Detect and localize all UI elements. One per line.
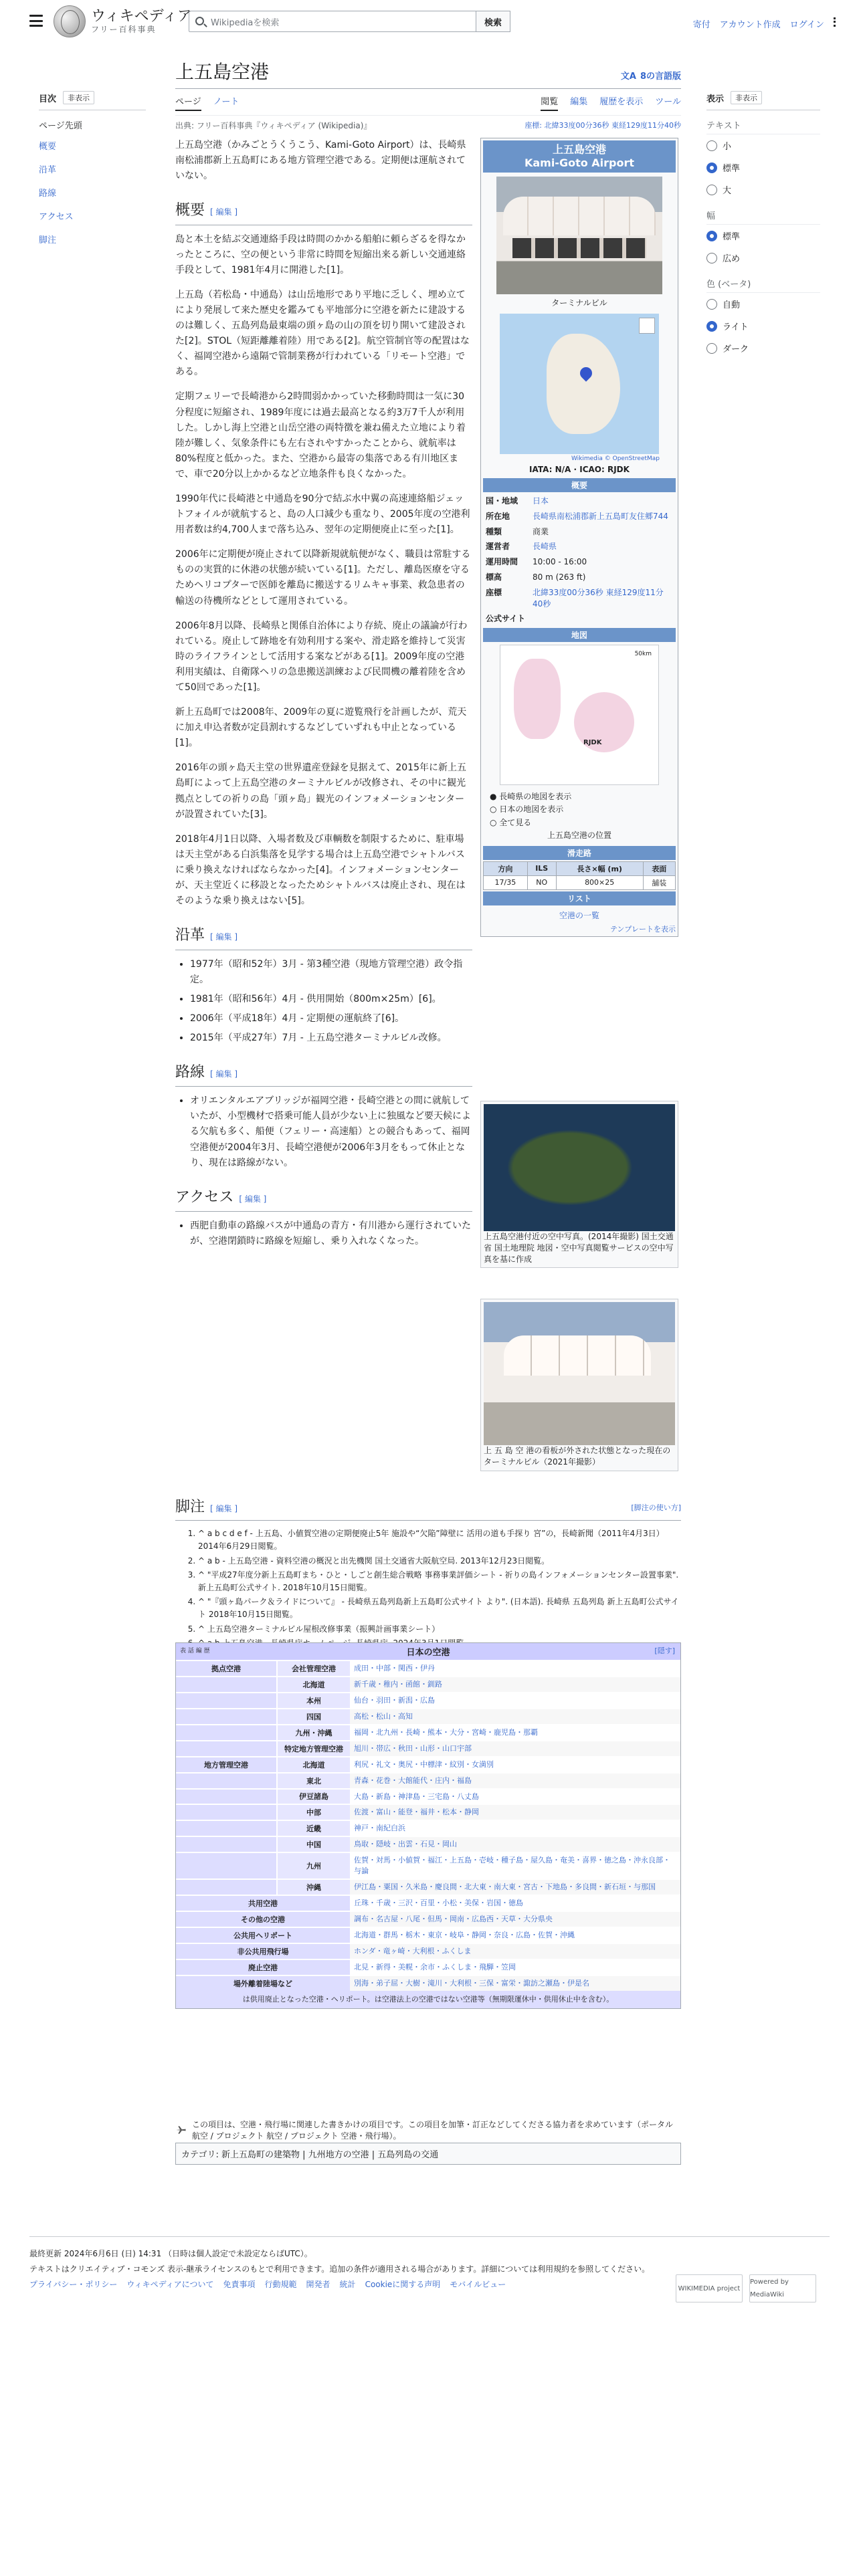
tab-history[interactable]: 履歴を表示: [599, 97, 644, 107]
references-section: [175, 1495, 681, 1651]
paragraph: 1990年代に長崎港と中通島を90分で結ぶ水中翼の高速連絡船ジェットフォイルが就航すると、島の人口減少も重なり、2005年度の空港利用者数は約4,700人まで落ち込み、翌年の定期便廃止に至った[1]。: [175, 493, 470, 536]
navbox-group: [176, 1676, 276, 1692]
navbox-hide-button[interactable]: [隠す]: [654, 1646, 675, 1655]
navbox-group: [176, 1708, 276, 1724]
radio-map-prefecture[interactable]: ● 長崎県の地図を表示: [490, 792, 572, 802]
footer-link[interactable]: 行動規範: [264, 2279, 297, 2289]
toc-item-access[interactable]: アクセス: [39, 212, 74, 222]
globe-icon: [54, 5, 86, 37]
paragraph: 2018年4月1日以降、入場者数及び車輌数を制限するために、駐車場は天主堂がある白浜集落を見学する場合は上五島空港でシャトルバスに乗り換えなければならなかった[4]。インフォメーションセンターが、天主堂近くに移設となったためシャトルバスは廃止され、現在はそのような乗り換えはない[5]。: [175, 833, 466, 907]
intro-paragraph: 上五島空港（かみごとうくうこう、Kami-Goto Airport）は、長崎県南松浦郡新上五島町にある地方管理空港である。定期便は運航されていない。: [175, 140, 466, 182]
search-form: [189, 11, 510, 32]
region-map[interactable]: [500, 645, 659, 785]
create-account-link[interactable]: アカウント作成: [719, 20, 781, 30]
tab-edit[interactable]: 編集: [570, 97, 588, 107]
wikimedia-badge[interactable]: WIKIMEDIA project: [676, 2274, 743, 2302]
radio-text-standard[interactable]: 標準: [706, 156, 820, 179]
translate-icon: 文A: [620, 72, 636, 82]
edit-link[interactable]: [ 編集 ]: [210, 932, 238, 942]
navbox-grid: [176, 1660, 680, 1991]
radio-map-japan[interactable]: ○ 日本の地図を表示: [490, 804, 564, 815]
navbox-group: [176, 1852, 276, 1879]
appearance-title: 表示: [706, 94, 725, 104]
source-line: 出典: フリー百科事典『ウィキペディア (Wikipedia)』: [175, 121, 372, 130]
radio-color-light[interactable]: ライト: [706, 315, 820, 337]
terminal-photo-2[interactable]: [484, 1302, 675, 1445]
wordmark: ウィキペディア: [91, 8, 192, 25]
search-input[interactable]: [189, 11, 476, 32]
radio-color-auto[interactable]: 自動: [706, 293, 820, 315]
aerial-photo[interactable]: [484, 1104, 675, 1231]
photo-caption: ターミナルビル: [551, 298, 607, 308]
last-updated: 最終更新 2024年6月6日 (日) 14:31 （日時は個人設定で未設定ならばUTC）。: [29, 2249, 312, 2258]
navbox-footer: は供用廃止となった空港・ヘリポート。は空港法上の空港ではない空港等（無期限運休中・供用休止中を含む）。: [176, 1991, 680, 2009]
navbox-subgroup: 近畿: [276, 1820, 350, 1836]
list-item: • 1977年（昭和52年）3月 - 第3種空港（現地方管理空港）政令指定。: [190, 957, 472, 988]
navbox-title: 表 話 編 歴 日本の空港 [隠す]: [176, 1643, 680, 1660]
navbox-list[interactable]: 高松・松山・高知: [350, 1708, 680, 1724]
infobox-title: 上五島空港 Kami-Goto Airport: [483, 140, 676, 173]
navbox-list[interactable]: 鳥取・隠岐・出雲・石見・岡山: [350, 1836, 680, 1852]
navbox-group: [176, 1772, 276, 1788]
paragraph: 定期フェリーで長崎港から2時間弱かかっていた移動時間は一気に30分程度に短縮され、1989年度には過去最高となる約3万7千人が利用した。しかし海上空港と山岳空港の両特徴を兼ね備えた立地により着陸が難しく、気象条件にも左右されやすかったことから、就航率は80%程度と低かった。また、空港から最寄の集落である有川地区まで、車で20分以上かかるなど立地条件も良くなかった。: [175, 391, 466, 479]
list-item: • 2006年（平成18年）4月 - 定期便の運航終了[6]。: [190, 1011, 472, 1027]
navbox-list[interactable]: 佐賀・対馬・小値賀・福江・上五島・壱岐・種子島・屋久島・奄美・喜界・徳之島・沖永良部・与論: [350, 1852, 680, 1879]
page-footer: [29, 2236, 830, 2298]
airport-list-link[interactable]: 空港の一覧: [559, 910, 599, 920]
terminal-photo-thumb: [480, 1299, 678, 1471]
tab-page[interactable]: ページ: [175, 94, 201, 111]
toc-item-routes[interactable]: 路線: [39, 189, 57, 199]
appearance-hide-button[interactable]: 非表示: [731, 91, 762, 104]
infobox-section-map: 地図: [483, 628, 676, 642]
navbox-list[interactable]: 神戸・南紀白浜: [350, 1820, 680, 1836]
airplane-icon: [175, 2123, 187, 2137]
reference-item: 1. ^ a b c d e f - 上五島、小値賀空港の定期便廃止5年 施設や“欠陥”障壁に 活用の道も手探り 宮”の，長崎新聞（2011年4月3日）2014年6月29日閲覧。: [198, 1527, 681, 1553]
user-links: [693, 17, 836, 30]
refs-usage-link[interactable]: [脚注の使い方]: [631, 1503, 681, 1512]
search-icon: [195, 17, 204, 25]
navbox-list[interactable]: 福岡・北九州・長崎・熊本・大分・宮崎・鹿児島・那覇: [350, 1724, 680, 1740]
infobox-row: 公式サイト: [486, 614, 526, 624]
radio-width-standard[interactable]: 標準: [706, 225, 820, 247]
category-links[interactable]: カテゴリ: 新上五島町の建築物 | 九州地方の空港 | 五島列島の交通: [175, 2143, 681, 2165]
navbox-group: 廃止空港: [176, 1959, 350, 1975]
navbox-list[interactable]: 北海道・群馬・栃木・東京・岐阜・静岡・奈良・広島・佐賀・沖縄: [350, 1927, 680, 1943]
tagline: フリー百科事典: [91, 24, 157, 34]
infobox-row: 運用時間 10:00 - 16:00: [486, 557, 587, 567]
list-item: • 2015年（平成27年）7月 - 上五島空港ターミナルビル改修。: [190, 1031, 472, 1046]
toc-hide-button[interactable]: 非表示: [63, 91, 94, 104]
mediawiki-badge[interactable]: Powered by MediaWiki: [749, 2274, 816, 2302]
navbox-list[interactable]: 伊江島・粟国・久米島・慶良間・北大東・南大東・宮古・下地島・多良間・新石垣・与那国: [350, 1879, 680, 1895]
navbox-list[interactable]: 調布・名古屋・八尾・但馬・岡南・広島西・天草・大分県央: [350, 1911, 680, 1927]
footer-link[interactable]: 開発者: [306, 2279, 330, 2289]
search-button[interactable]: 検索: [476, 11, 510, 32]
infobox-section-list: リスト: [483, 891, 676, 905]
edit-link[interactable]: [ 編集 ]: [210, 207, 238, 217]
reference-item: 3. ^ "平成27年度分新上五島町まち・ひと・しごと創生総合戦略 事務事業評価シート - 祈りの島インフォメーションセンター設置事業". 新上五島町公式サイト. 2018年10月15日閲覧。: [198, 1569, 681, 1594]
infobox-row: 種類 商業: [486, 526, 549, 536]
terminal-caption: 上 五 島 空 港の看板が外された状態となった現在のターミナルビル（2021年撮影）: [484, 1446, 671, 1467]
navbox-vde-links[interactable]: 表 話 編 歴: [180, 1648, 210, 1654]
map-attribution[interactable]: Wikimedia © OpenStreetMap: [571, 455, 660, 462]
reference-item: 2. ^ a b - 上五島空港 - 資料空港の概況と出先機関 国土交通省大阪航空局. 2013年12月23日閲覧。: [198, 1555, 681, 1568]
footer-link[interactable]: 免責事項: [223, 2279, 256, 2289]
reference-item: 4. ^ "『頭ヶ島パーク＆ライドについて』 - 長崎県五島列島新上五島町公式サイト より". (日本語). 長崎県 五島列島 新上五島町公式サイト 2018年10月15日閲覧。: [198, 1596, 681, 1621]
navbox-list[interactable]: 利尻・礼文・奥尻・中標津・紋別・女満別: [350, 1756, 680, 1772]
stub-notice: この項目は、空港・飛行場に関連した書きかけの項目です。この項目を加筆・訂正などしてくださる協力者を求めています（ポータル 航空 / プロジェクト 航空 / プロジェクト 空港・飛行場）。: [175, 2119, 681, 2141]
toc-item-top[interactable]: ページ先頭: [39, 121, 82, 131]
wikipedia-logo[interactable]: [54, 5, 192, 37]
login-link[interactable]: ログイン: [789, 20, 824, 30]
aerial-caption: 上五島空港付近の空中写真。(2014年撮影) 国土交通省 国土地理院 地図・空中写真閲覧サービスの空中写真を基に作成: [484, 1232, 674, 1264]
heading-history: 沿革 [ 編集 ]: [175, 924, 472, 950]
list-item: • 1981年（昭和56年）4月 - 供用開始（800m×25m）[6]。: [190, 992, 472, 1007]
navbox-subgroup: 会社管理空港: [276, 1660, 350, 1676]
navbox-group: [176, 1724, 276, 1740]
heading-refs: 脚注 [ 編集 ] [脚注の使い方]: [175, 1495, 681, 1521]
radio-map-all[interactable]: ○ 全て見る: [490, 817, 532, 827]
paragraph: 上五島（若松島・中通島）は山岳地形であり平地に乏しく、埋め立てにより発展して来た歴史を鑑みても平地部分に空港を新たに建設するのは難しく、五島列島最東端の頭ヶ島の山の頂を切り開いて建設された[2]。STOL（短距離離着陸）用である[2]。航空管制官等の配置はなく、福岡空港から遠隔で管制業務が行われている「リモート空港」である。: [175, 289, 470, 378]
table-of-contents: [39, 91, 146, 251]
heading-routes: 路線 [ 編集 ]: [175, 1061, 472, 1087]
map-switch: [483, 788, 676, 845]
radio-text-small[interactable]: 小: [706, 134, 820, 156]
navbox-subgroup: 北海道: [276, 1676, 350, 1692]
radio-color-dark[interactable]: ダーク: [706, 337, 820, 359]
tab-talk[interactable]: ノート: [213, 97, 240, 107]
infobox-section-runway: 滑走路: [483, 846, 676, 860]
navbox-group: 地方管理空港: [176, 1756, 276, 1772]
infobox: [480, 138, 678, 937]
toc-item-refs[interactable]: 脚注: [39, 235, 57, 245]
infobox-row: 運営者 長崎県: [486, 542, 557, 552]
navbox-list[interactable]: 成田・中部・関西・伊丹: [350, 1660, 680, 1676]
navbox-subgroup: 四国: [276, 1708, 350, 1724]
navbox-list[interactable]: ホンダ・竜ヶ崎・大利根・ふくしま: [350, 1943, 680, 1959]
list-item: • オリエンタルエアブリッジが福岡空港・長崎空港との間に就航していたが、小型機材で搭乗可能人員が少ない上に独風など要天候による欠航も多く、船便（フェリー・高速船）との競合もあって、福岡空港便が2004年3月、長崎空港便が2006年3月をもって休止となり、現在は路線がない。: [190, 1093, 472, 1170]
navbox-subgroup: 沖縄: [276, 1879, 350, 1895]
edit-link[interactable]: [ 編集 ]: [210, 1069, 238, 1079]
navbox-group: その他の空港: [176, 1911, 350, 1927]
paragraph: 2006年8月以降、長崎県と関係自治体により存続、廃止の議論が行われている。廃止して跡地を有効利用する案や、滑走路を維持して災害時のライフラインとして活用する案などがある[1]。2009年度の空港利用実績は、自衛隊ヘリの急患搬送訓練および民間機の離着陸を含めて50回であった[1]。: [175, 620, 468, 693]
license-text: テキストはクリエイティブ・コモンズ 表示-継承ライセンスのもとで利用できます。追加の条件が適用される場合があります。詳細については利用規約を参照してください。: [29, 2264, 650, 2274]
template-link[interactable]: テンプレートを表示: [609, 924, 676, 934]
navbox-group: 場外離着陸場など: [176, 1975, 350, 1991]
paragraph: 島と本土を結ぶ交通連絡手段は時間のかかる船舶に頼らざるを得なかったところに、空の便という非常に時間を短縮出来る新しい交通連絡手段として、1981年4月に開港した[1]。: [175, 233, 466, 276]
navbox-subgroup: 伊豆諸島: [276, 1788, 350, 1804]
list-item: • 西肥自動車の路線バスが中通島の青方・有川港から運行されていたが、空港閉鎖時に路線を短縮し、乗り入れなくなった。: [190, 1218, 472, 1249]
navbox-list[interactable]: 青森・花巻・大館能代・庄内・福島: [350, 1772, 680, 1788]
footer-link[interactable]: 統計: [339, 2279, 356, 2289]
radio-width-wide[interactable]: 広め: [706, 247, 820, 269]
navbox-subgroup: 本州: [276, 1692, 350, 1708]
paragraph: 2006年に定期便が廃止されて以降新規就航便がなく、職員は常駐するものの実質的に休港の状態が続いている[1]。ただし、離島医療を守るためヘリコプターで医師を離島に搬送するリムキャ事業、救急患者の輸送の待機所などとして運用されている。: [175, 549, 471, 607]
paragraph: 新上五島町では2008年、2009年の夏に遊覧飛行を計画したが、荒天に加え申込者数が定員割れするなどしていずれも中止となっている[1]。: [175, 707, 467, 749]
footer-link[interactable]: プライバシー・ポリシー: [29, 2279, 118, 2289]
navbox-group: [176, 1692, 276, 1708]
navbox-list[interactable]: 仙台・羽田・新潟・広島: [350, 1692, 680, 1708]
navbox-list[interactable]: 別海・弟子屈・大樹・滝川・大利根・三保・富栄・諏訪之瀬島・伊是名: [350, 1975, 680, 1991]
edit-link[interactable]: [ 編集 ]: [210, 1504, 238, 1513]
navbox-japan-airports: [175, 1642, 681, 2009]
toc-title: 目次: [39, 94, 57, 104]
search-placeholder: Wikipediaを検索: [211, 17, 280, 28]
infobox-row: 標高 80 m (263 ft): [486, 572, 586, 582]
article-body: [175, 138, 472, 1249]
navbox-group: [176, 1740, 276, 1756]
location-map[interactable]: [500, 314, 659, 454]
airport-codes: IATA: N/A · ICAO: RJDK: [529, 465, 630, 474]
heading-access: アクセス [ 編集 ]: [175, 1186, 472, 1212]
navbox-group: [176, 1804, 276, 1820]
aerial-photo-thumb: [480, 1101, 678, 1268]
navbox-group: 共用空港: [176, 1895, 350, 1911]
paragraph: 2016年の頭ヶ島天主堂の世界遺産登録を見据えて、2015年に新上五島町によって上五島空港のターミナルビルが改修され、その中に観光拠点としての祈りの島「頭ヶ島」観光のインフォメーションセンターが設置されていた[3]。: [175, 762, 466, 820]
infobox-row: 所在地 長崎県南松浦郡新上五島町友住郷744: [486, 511, 668, 521]
heading-overview: 概要 [ 編集 ]: [175, 199, 472, 225]
donate-link[interactable]: 寄付: [692, 20, 710, 30]
toc-item-overview[interactable]: 概要: [39, 142, 57, 152]
navbox-list[interactable]: 丘珠・千歳・三沢・百里・小松・美保・岩国・徳島: [350, 1895, 680, 1911]
navbox-list[interactable]: 旭川・帯広・秋田・山形・山口宇部: [350, 1740, 680, 1756]
navbox-subgroup: 中部: [276, 1804, 350, 1820]
infobox-section-summary: 概要: [483, 478, 676, 492]
navbox-list[interactable]: 大島・新島・神津島・三宅島・八丈島: [350, 1788, 680, 1804]
terminal-photo[interactable]: [496, 177, 662, 294]
navbox-group: 非公共用飛行場: [176, 1943, 350, 1959]
coordinates-link[interactable]: 座標: 北緯33度00分36秒 東経129度11分40秒: [524, 121, 681, 130]
map-marker-label: RJDK: [583, 739, 602, 747]
navbox-group: 公共用ヘリポート: [176, 1927, 350, 1943]
navbox-subgroup: 中国: [276, 1836, 350, 1852]
navbox-subgroup: 東北: [276, 1772, 350, 1788]
navbox-group: [176, 1820, 276, 1836]
tab-tools[interactable]: ツール: [655, 97, 681, 107]
site-header: [0, 0, 859, 44]
navbox-list[interactable]: 佐渡・富山・能登・福井・松本・静岡: [350, 1804, 680, 1820]
appearance-panel: [706, 91, 820, 359]
reference-item: 5. ^ 上五島空港ターミナルビル屋根改修事業（振興計画事業シート）: [198, 1623, 681, 1636]
main-content: [175, 58, 681, 1467]
navbox-group: [176, 1836, 276, 1852]
text-size-label: テキスト: [706, 118, 820, 134]
more-options-icon[interactable]: [834, 17, 836, 27]
toc-item-history[interactable]: 沿革: [39, 165, 57, 175]
footer-link[interactable]: Cookieに関する声明: [365, 2279, 441, 2289]
radio-text-large[interactable]: 大: [706, 179, 820, 201]
page-tabs: [175, 89, 681, 116]
color-label: 色 (ベータ): [706, 277, 820, 293]
fullscreen-icon[interactable]: [639, 318, 655, 334]
navbox-group: [176, 1879, 276, 1895]
page-title: 上五島空港: [175, 61, 270, 83]
infobox-row: 座標 北緯33度00分36秒 東経129度11分40秒: [486, 587, 664, 609]
menu-icon[interactable]: [29, 15, 43, 27]
navbox-list[interactable]: 北見・新得・美幌・余市・ふくしま・飛騨・笠岡: [350, 1959, 680, 1975]
width-label: 幅: [706, 209, 820, 225]
navbox-subgroup: 九州: [276, 1852, 350, 1879]
tab-read[interactable]: 閲覧: [541, 94, 558, 111]
navbox-group: [176, 1788, 276, 1804]
map-scale: 50km: [634, 651, 652, 658]
runway-table: 方向 ILS 長さ×幅 (m) 表面 17/35 NO 800×25 舗装: [483, 861, 676, 890]
navbox-subgroup: 特定地方管理空港: [276, 1740, 350, 1756]
language-button[interactable]: 文A 8の言語版: [621, 69, 681, 84]
map-caption: 上五島空港の位置: [547, 830, 611, 840]
edit-link[interactable]: [ 編集 ]: [239, 1194, 267, 1204]
footer-link[interactable]: ウィキペディアについて: [126, 2279, 214, 2289]
navbox-list[interactable]: 新千歳・稚内・函館・釧路: [350, 1676, 680, 1692]
infobox-row: 国・地域 日本: [486, 496, 549, 506]
navbox-subgroup: 北海道: [276, 1756, 350, 1772]
navbox-group: 拠点空港: [176, 1660, 276, 1676]
navbox-subgroup: 九州・沖縄: [276, 1724, 350, 1740]
footer-link[interactable]: モバイルビュー: [450, 2279, 506, 2289]
